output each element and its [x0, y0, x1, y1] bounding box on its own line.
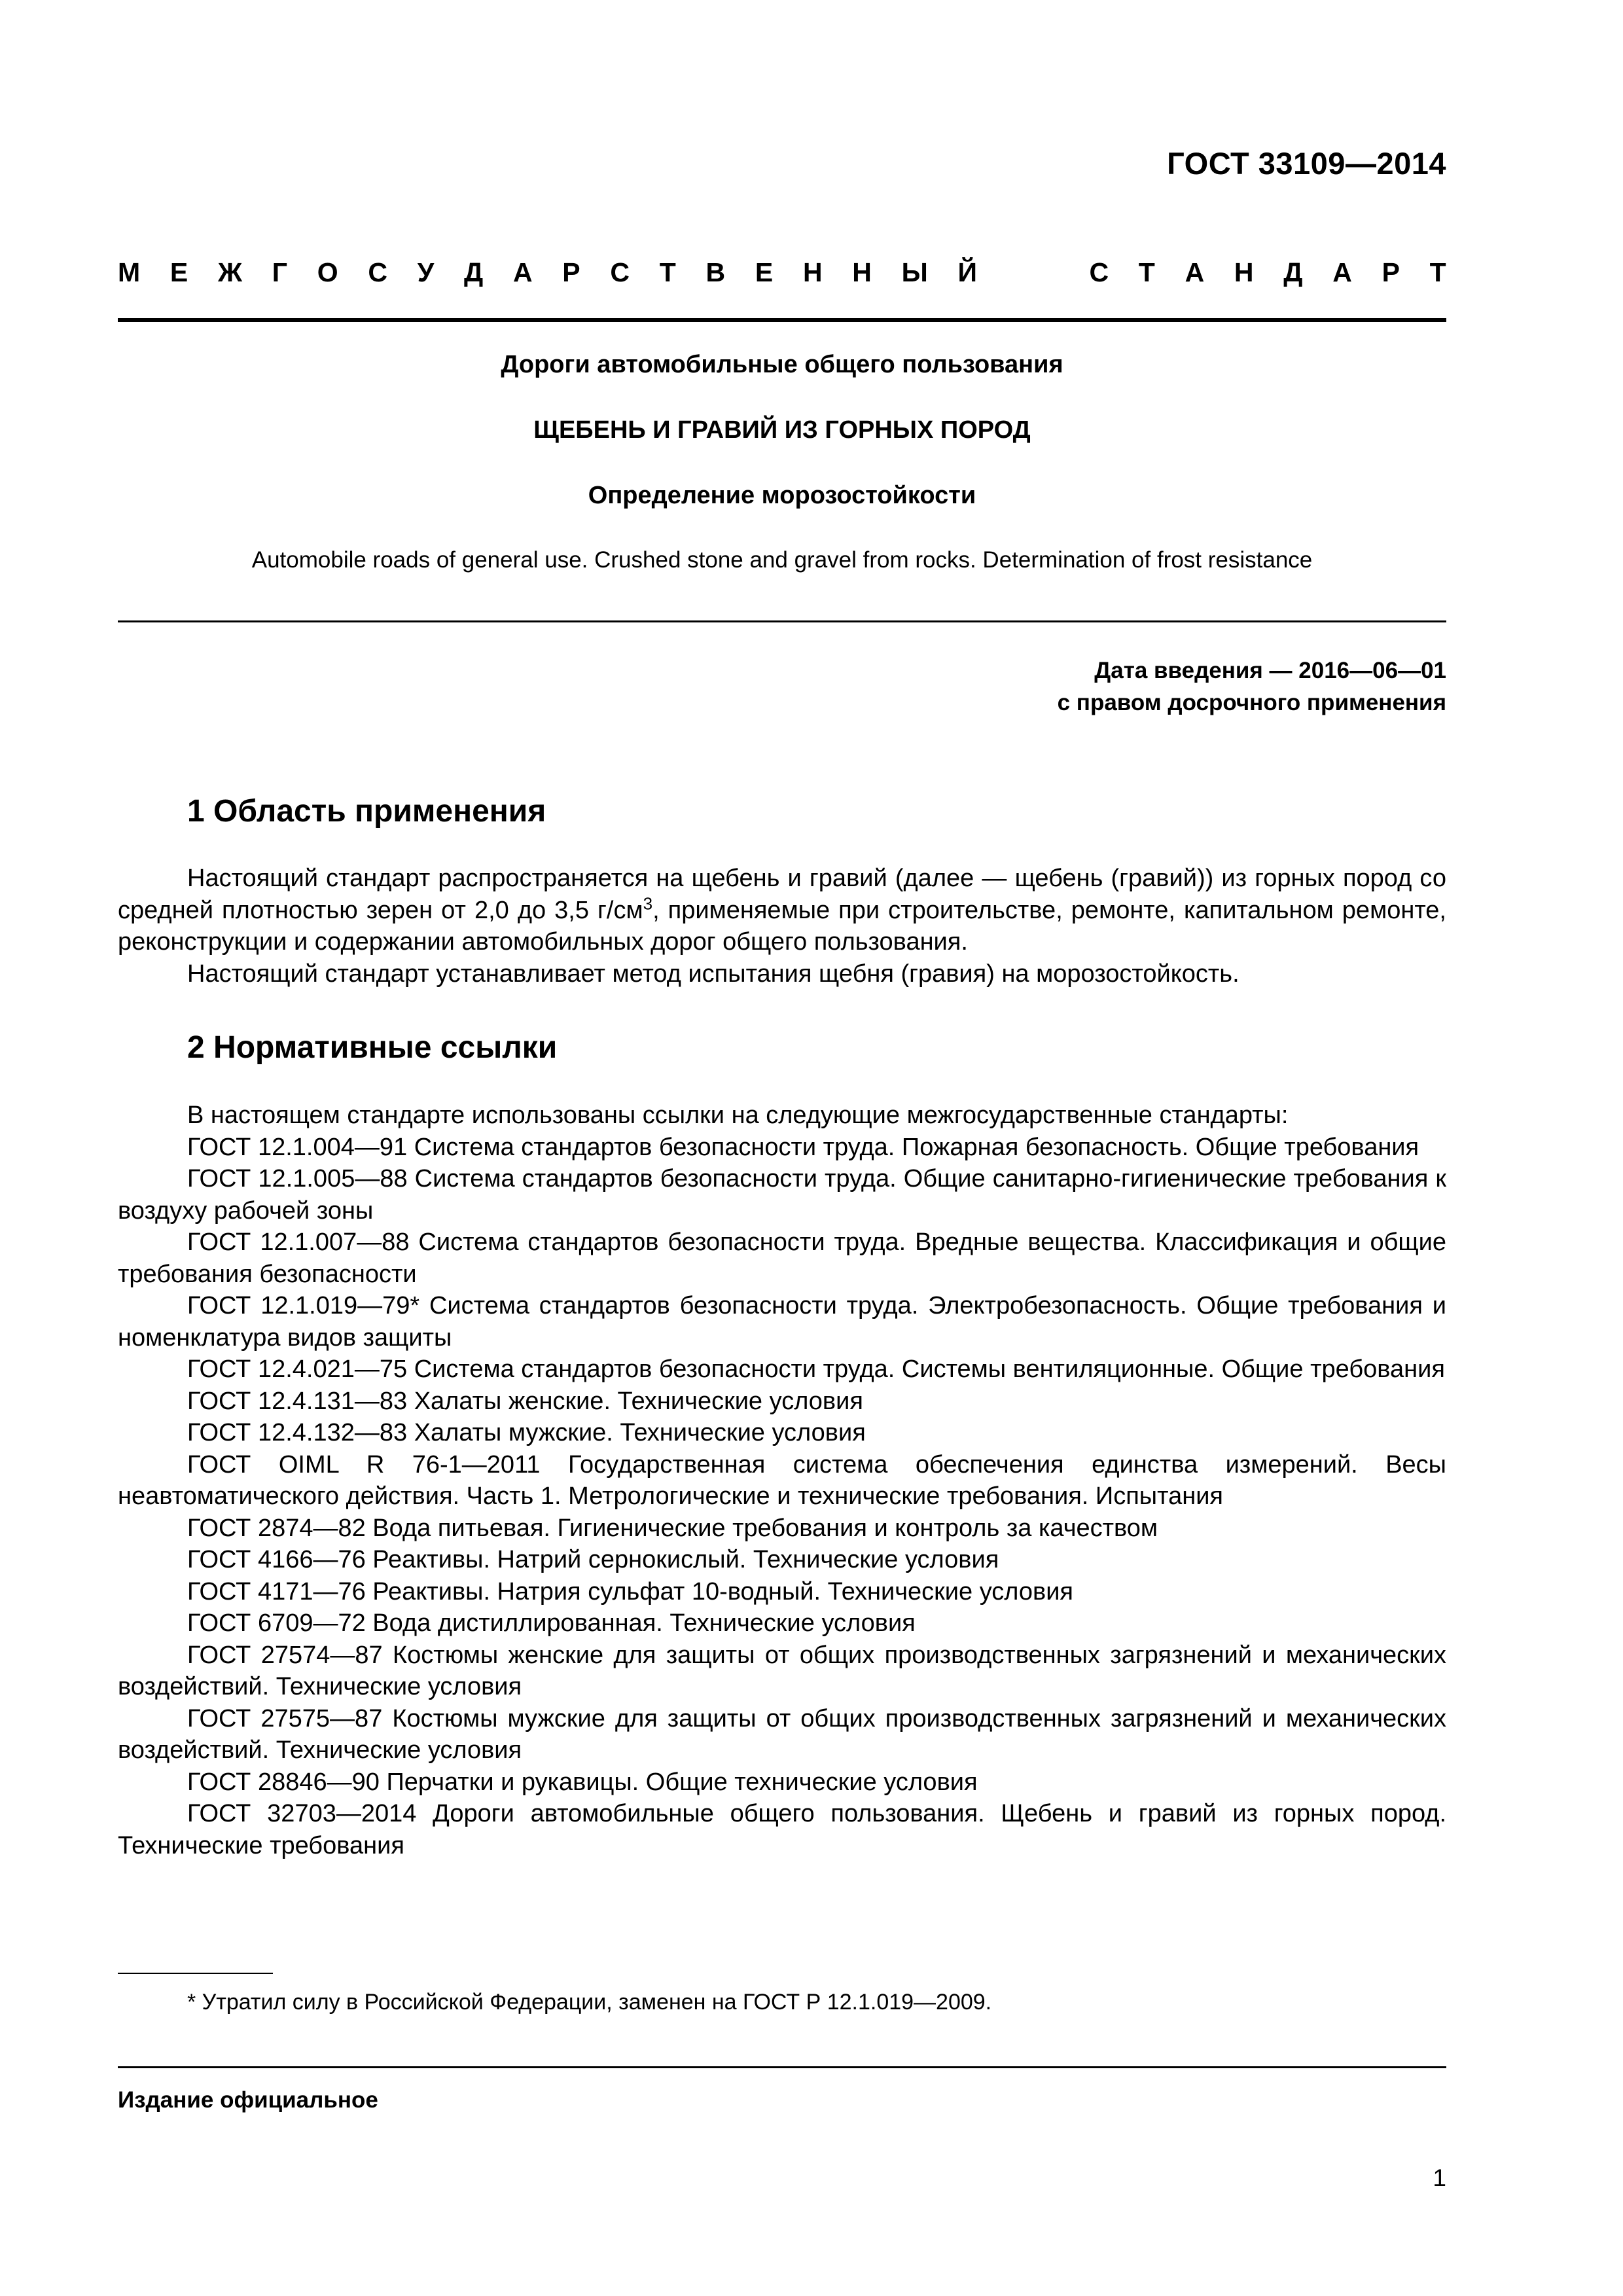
standard-type-letter: А [1332, 257, 1352, 287]
standard-type-letter: Т [659, 257, 676, 287]
reference-item: ГОСТ 4171—76 Реактивы. Натрия сульфат 10-водный. Технические условия [187, 1577, 1074, 1605]
standard-type-letter: Т [1429, 257, 1446, 287]
standard-type-letter: Е [169, 257, 188, 287]
standard-type-letter: Ы [901, 257, 928, 287]
standard-type-letter: О [317, 257, 338, 287]
section-2-title: 2 Нормативные ссылки [187, 1030, 558, 1065]
standard-type-letter: А [1185, 257, 1205, 287]
edition-label: Издание официальное [118, 2087, 378, 2113]
standard-type-letter: С [1089, 257, 1109, 287]
standard-type-letter: Е [755, 257, 774, 287]
reference-item: ГОСТ 6709—72 Вода дистиллированная. Технические условия [187, 1609, 916, 1637]
standard-type-letter: Н [1234, 257, 1254, 287]
standard-type-letter: С [610, 257, 630, 287]
standard-type-letter: Т [1138, 257, 1155, 287]
paragraph-text: , применяемые при строительстве, ремонте, капитальном ремонте, реконструкции и содержании автомобильных дорог общего пользования. [118, 896, 1446, 956]
standard-type-letter: С [368, 257, 388, 287]
standard-type-letter: Н [852, 257, 872, 287]
reference-item: ГОСТ 32703—2014 Дороги автомобильные общего пользования. Щебень и гравий из горных пород. Технические требования [118, 1800, 1446, 1859]
standard-type-letter: Г [272, 257, 288, 287]
standard-type-letter: Д [464, 257, 484, 287]
header-rule [118, 318, 1446, 322]
section-2-intro: В настоящем стандарте использованы ссылки на следующие межгосударственные стандарты: [187, 1102, 1289, 1129]
footnote: * Утратил силу в Российской Федерации, заменен на ГОСТ Р 12.1.019—2009. [187, 1990, 992, 2015]
document-title: ЩЕБЕНЬ И ГРАВИЙ ИЗ ГОРНЫХ ПОРОД [533, 416, 1031, 444]
introduction-date [1058, 655, 1446, 719]
reference-item: ГОСТ 2874—82 Вода питьевая. Гигиенические требования и контроль за качеством [187, 1514, 1158, 1542]
standard-type-letter: В [705, 257, 726, 287]
section-1-title: 1 Область применения [187, 794, 546, 829]
section-1-body [118, 863, 1446, 990]
standard-type-letter: Ж [217, 257, 243, 287]
document-subtitle: Дороги автомобильные общего пользования [501, 351, 1063, 378]
english-title: Automobile roads of general use. Crushed stone and gravel from rocks. Determination of frost resistance [251, 547, 1313, 573]
reference-item: ГОСТ 12.4.132—83 Халаты мужские. Технические условия [187, 1419, 866, 1446]
superscript: 3 [643, 893, 653, 913]
reference-item: ГОСТ 12.1.005—88 Система стандартов безопасности труда. Общие санитарно-гигиенические требования к воздуху рабочей зоны [118, 1165, 1446, 1225]
standard-type-letter: Р [562, 257, 580, 287]
standard-type-letter: Д [1283, 257, 1303, 287]
paragraph-text: Настоящий стандарт распространяется на щебень и гравий (далее — щебень (гравий)) из горных пород со средней плотностью зерен от 2,0 до 3,5 г/см [118, 865, 1446, 924]
reference-item: ГОСТ 12.1.019—79* Система стандартов безопасности труда. Электробезопасность. Общие требования и номенклатура видов защиты [118, 1292, 1446, 1352]
page-number: 1 [1433, 2164, 1446, 2191]
reference-item: ГОСТ 12.4.021—75 Система стандартов безопасности труда. Системы вентиляционные. Общие требования [187, 1355, 1445, 1383]
introduction-date-line: Дата введения — 2016—06—01 [1094, 658, 1446, 683]
standard-type-letter: М [118, 257, 141, 287]
word-gap [1007, 257, 1060, 288]
title-rule [118, 620, 1446, 622]
section-1-paragraph [118, 863, 1446, 958]
reference-item: ГОСТ 27574—87 Костюмы женские для защиты от общих производственных загрязнений и механических воздействий. Технические условия [118, 1641, 1446, 1700]
footnote-separator [118, 1973, 273, 1974]
reference-item: ГОСТ 12.1.004—91 Система стандартов безопасности труда. Пожарная безопасность. Общие требования [187, 1133, 1419, 1161]
section-1-paragraph: Настоящий стандарт устанавливает метод испытания щебня (гравия) на морозостойкость. [187, 960, 1240, 988]
section-2-body [118, 1100, 1446, 1861]
standard-type-letter: Н [802, 257, 823, 287]
standard-type-letter: У [417, 257, 435, 287]
reference-item: ГОСТ 4166—76 Реактивы. Натрий сернокислый. Технические условия [187, 1546, 999, 1573]
reference-item: ГОСТ 12.1.007—88 Система стандартов безопасности труда. Вредные вещества. Классификация и общие требования безопасности [118, 1229, 1446, 1288]
reference-item: ГОСТ 28846—90 Перчатки и рукавицы. Общие технические условия [187, 1768, 978, 1796]
early-application-line: с правом досрочного применения [1057, 690, 1446, 715]
standard-type-letter: А [512, 257, 533, 287]
footer-rule [118, 2066, 1446, 2068]
reference-item: ГОСТ OIML R 76-1—2011 Государственная система обеспечения единства измерений. Весы неавтоматического действия. Часть 1. Метрологические и технические требования. Испытания [118, 1450, 1446, 1510]
document-part-title: Определение морозостойкости [588, 482, 976, 509]
reference-item: ГОСТ 12.4.131—83 Халаты женские. Технические условия [187, 1387, 863, 1415]
standard-type-heading [118, 257, 1446, 288]
standard-type-letter: Й [957, 257, 977, 287]
document-number: ГОСТ 33109—2014 [1167, 146, 1446, 181]
standard-type-letter: Р [1382, 257, 1400, 287]
reference-item: ГОСТ 27575—87 Костюмы мужские для защиты от общих производственных загрязнений и механических воздействий. Технические условия [118, 1704, 1446, 1764]
